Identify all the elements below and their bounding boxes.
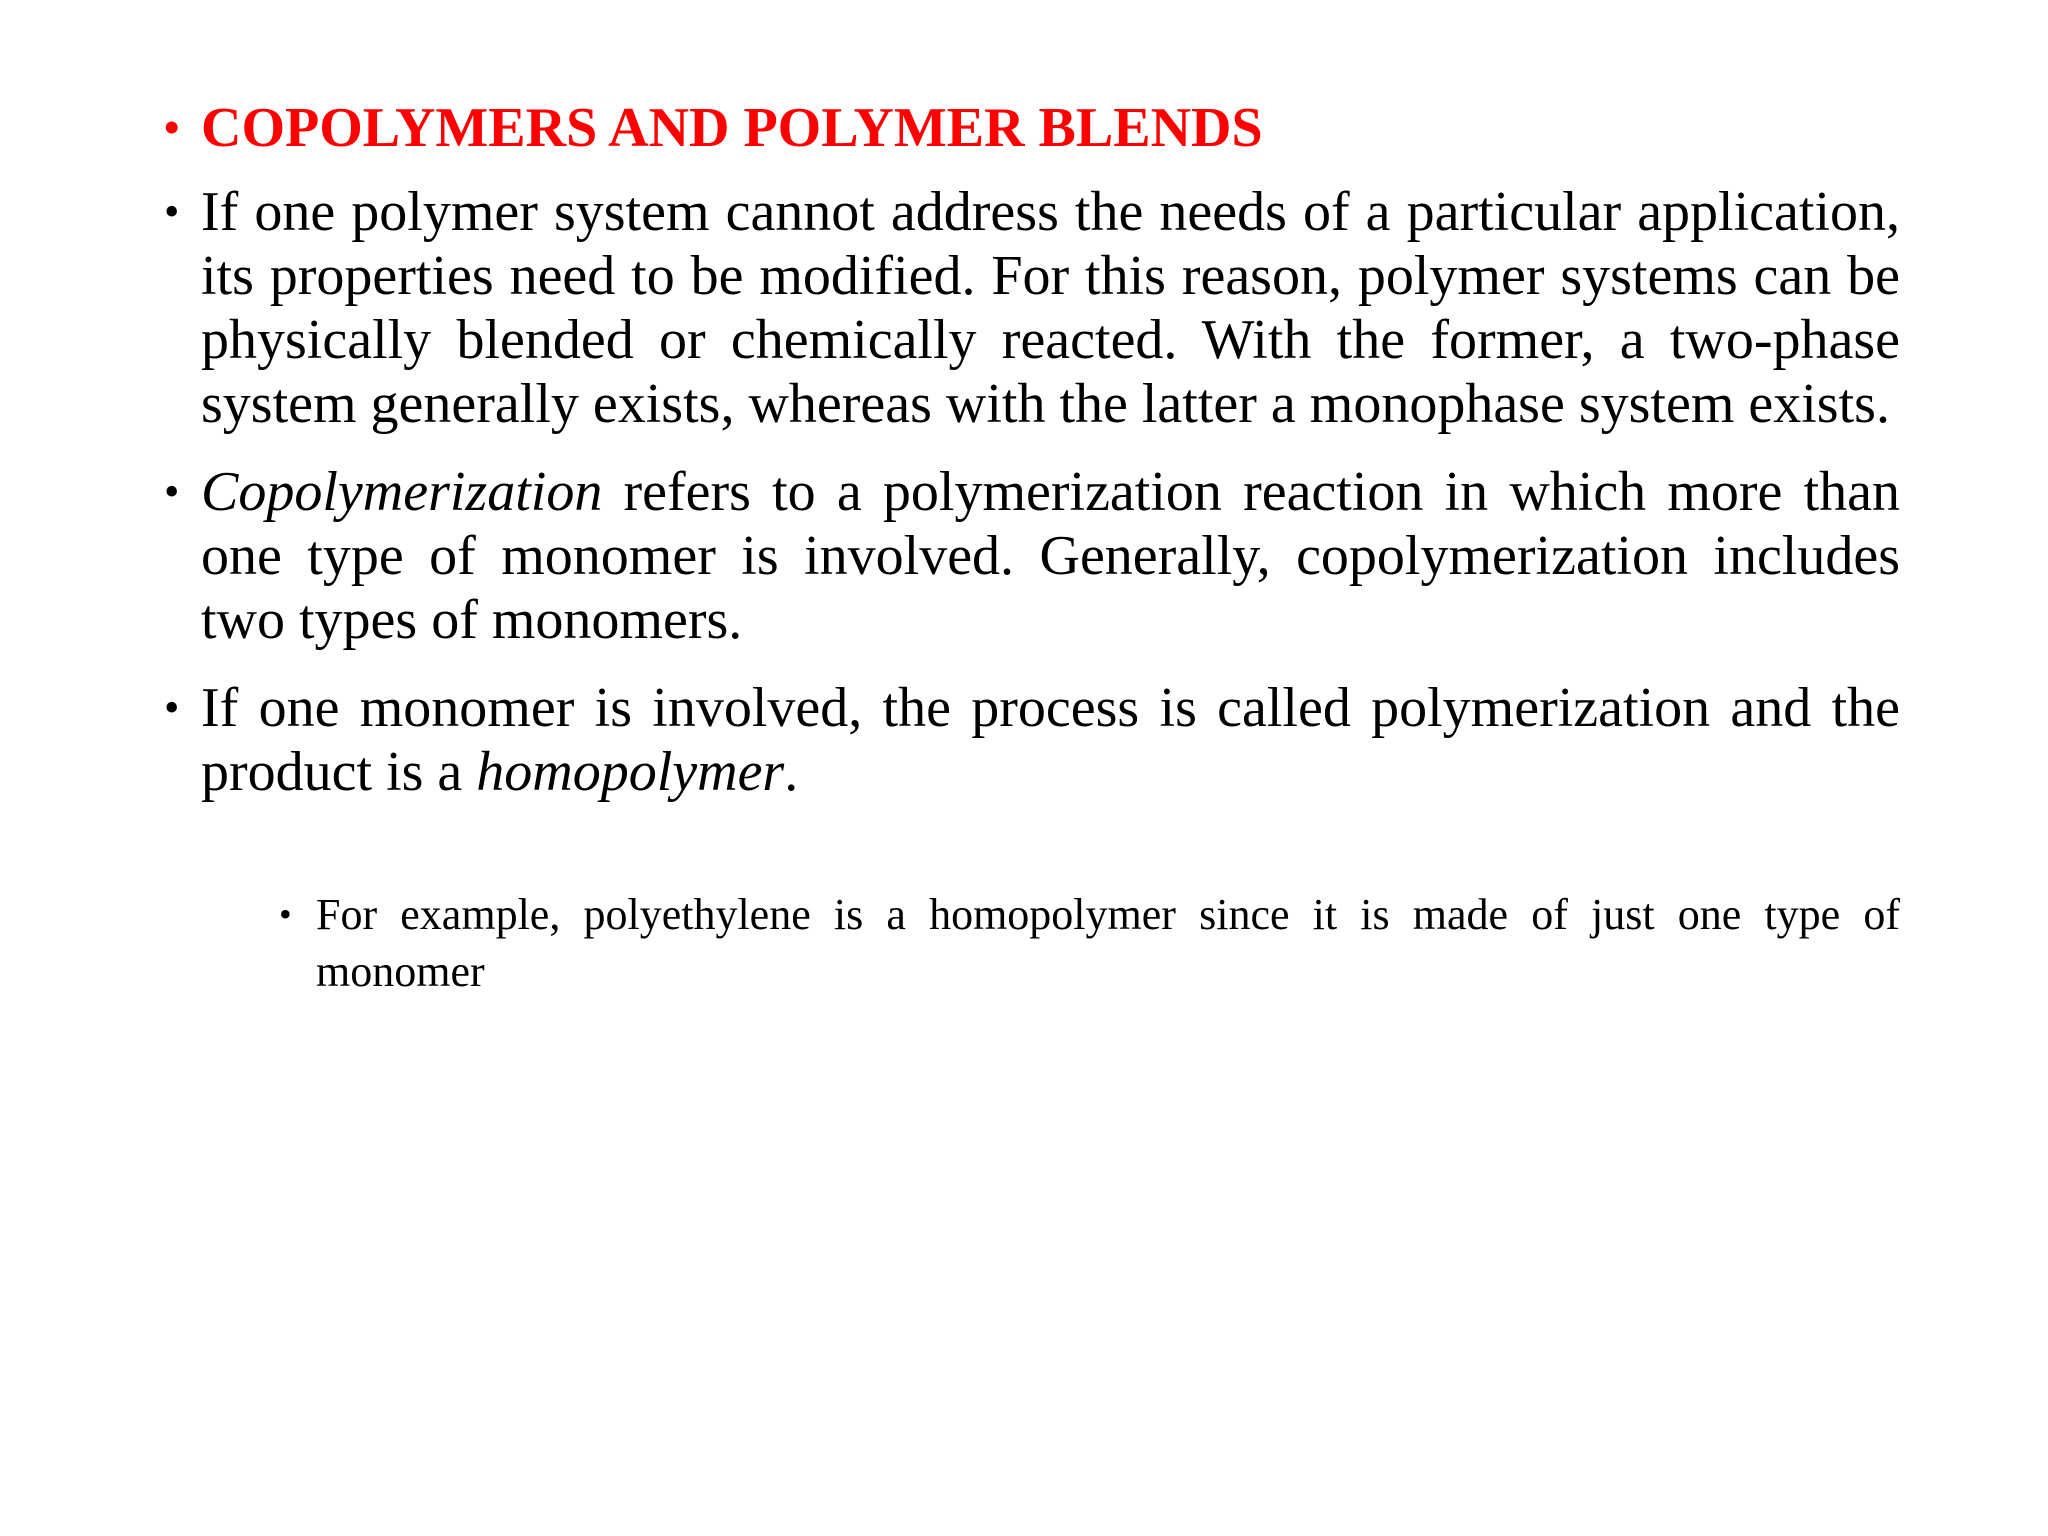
slide-title-text: COPOLYMERS AND POLYMER BLENDS [201, 97, 1263, 159]
bullet-icon: • [164, 467, 180, 516]
bullet-text: refers to a polymerization reaction in which more than one type of monomer is involved. Generally, copolymerization includes two types of monomers. [201, 461, 1900, 651]
sub-bullet-example [279, 886, 1900, 1000]
copolymerization-term: Copolymerization [201, 461, 603, 523]
bullet-item-homopolymer [164, 676, 1900, 1000]
slide-title [164, 96, 1900, 160]
bullet-icon: • [164, 683, 180, 732]
bullet-icon: • [164, 187, 180, 236]
bullet-end-punctuation: . [784, 741, 799, 803]
bullet-list [164, 96, 1900, 1000]
bullet-item-modification [164, 180, 1900, 436]
sub-bullet-icon: • [279, 894, 292, 934]
bullet-item-copolymerization [164, 460, 1900, 652]
bullet-text: If one polymer system cannot address the needs of a particular application, its properties need to be modified. For this reason, polymer systems can be physically blended or chemically reacted. With the former, a two-phase system generally exists, whereas with the latter a monophase system exists. [201, 181, 1900, 435]
sub-bullet-text: For example, polyethylene is a homopolymer since it is made of just one type of monomer [316, 890, 1900, 996]
homopolymer-term: homopolymer [476, 741, 785, 803]
bullet-icon: • [164, 103, 180, 152]
bullet-text: If one monomer is involved, the process is called polymerization and the product is a [201, 677, 1900, 803]
